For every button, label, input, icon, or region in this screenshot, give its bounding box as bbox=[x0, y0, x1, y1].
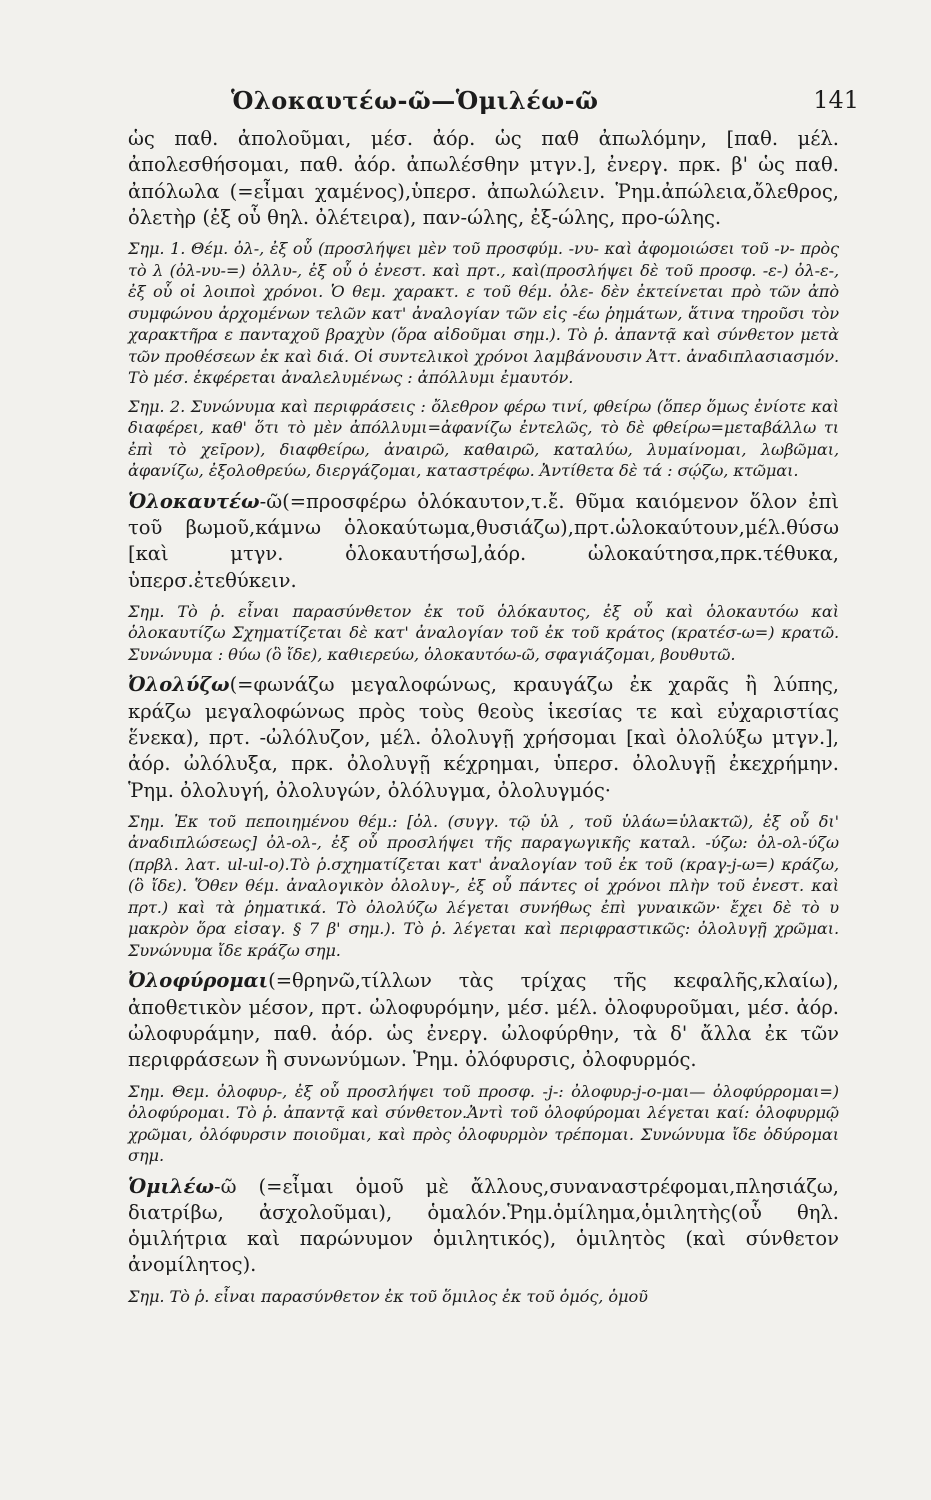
block-gap bbox=[128, 1167, 839, 1174]
note-text: Σημ. Ἐκ τοῦ πεποιημένου θέμ.: [ὀλ. (συγγ. τῷ ὑλ , τοῦ ὑλάω=ὑλακτῶ), ἐξ οὗ δι' ἀναδιπλώσεως] ὀλ-ολ-, ἐξ οὗ προσλήψει τῆς παραγωγικῆς καταλ. -ύζω: ὀλ-ολ-ύζω (πρβλ. λατ. ul-ul-o).Τὸ ῥ.σχηματίζεται κατ' ἀναλογίαν τοῦ ἐκ τοῦ (κραγ-j-ω=) κράζω, (ὃ ἴδε). Ὅθεν θέμ. ἀναλογικὸν ὀλολυγ-, ἐξ οὗ πάντες οἱ χρόνοι πλὴν τοῦ ἐνεστ. καὶ πρτ.) καὶ τὰ ῥηματικά. Τὸ ὀλολύζω λέγεται συνήθως ἐπὶ γυναικῶν· ἔχει δὲ τὸ υ μακρὸν ὅρα εἰσαγ. § 7 β' σημ.). Τὸ ῥ. λέγεται καὶ περιφραστικῶς: ὀλολυγῇ χρῶμαι. Συνώνυμα ἴδε κράζω σημ. bbox=[128, 811, 839, 960]
block-gap bbox=[128, 961, 839, 968]
note-text: Σημ. Τὸ ῥ. εἶναι παρασύνθετον ἐκ τοῦ ὅμιλος ἐκ τοῦ ὁμός, ὁμοῦ bbox=[128, 1286, 648, 1306]
running-head: Ὁλοκαυτέω-ῶ—Ὁμιλέω-ῶ bbox=[231, 86, 599, 115]
block-gap bbox=[128, 1279, 839, 1286]
page-header bbox=[128, 86, 859, 126]
dictionary-entry bbox=[128, 968, 839, 1073]
block-gap bbox=[128, 1074, 839, 1081]
page-content bbox=[128, 126, 839, 1314]
entry-note bbox=[128, 1081, 839, 1167]
dictionary-entry bbox=[128, 489, 839, 594]
page-number: 141 bbox=[813, 86, 859, 114]
entry-text: -ῶ(=προσφέρω ὁλόκαυτον,τ.ἔ. θῦμα καιόμενον ὅλον ἐπὶ τοῦ βωμοῦ,κάμνω ὁλοκαύτωμα,θυσιάζω),πρτ.ὡλοκαύτουν,μέλ.θύσω [καὶ μτγν. ὁλοκαυτήσω],ἀόρ. ὡλοκαύτησα,πρκ.τέθυκα, ὑπερσ.ἐτεθύκειν. bbox=[128, 489, 839, 592]
entry-note bbox=[128, 601, 839, 666]
entry-note bbox=[128, 811, 839, 962]
block-gap bbox=[128, 389, 839, 396]
entry-headword: Ὀλολύζω bbox=[128, 673, 230, 697]
entry-headword: Ὁμιλέω bbox=[128, 1174, 215, 1198]
block-gap bbox=[128, 594, 839, 601]
entry-note bbox=[128, 1286, 839, 1308]
dictionary-entry bbox=[128, 126, 839, 231]
note-text: Σημ. 1. Θέμ. ὀλ-, ἐξ οὗ (προσλήψει μὲν τοῦ προσφύμ. -νυ- καὶ ἀφομοιώσει τοῦ -ν- πρὸς τὸ λ (ὀλ-νυ-=) ὀλλυ-, ἐξ οὗ ὁ ἐνεστ. καὶ πρτ., καὶ(προσλήψει δὲ τοῦ προσφ. -ε-) ὀλ-ε-, ἐξ οὗ οἱ λοιποὶ χρόνοι. Ὁ θεμ. χαρακτ. ε τοῦ θέμ. ὀλε- δὲν ἐκτείνεται πρὸ τῶν ἀπὸ συμφώνου ἀρχομένων τελῶν κατ' ἀναλογίαν τῶν εἰς -έω ῥημάτων, ἅτινα τηροῦσι τὸν χαρακτῆρα ε πανταχοῦ βραχὺν (ὅρα αἰδοῦμαι σημ.). Τὸ ῥ. ἀπαντᾷ καὶ σύνθετον μετὰ τῶν προθέσεων ἐκ καὶ διά. Οἱ συντελικοὶ χρόνοι λαμβάνουσιν Ἀττ. ἀναδιπλασιασμόν. Τὸ μέσ. ἐκφέρεται ἀναλελυμένως : ἀπόλλυμι ἐμαυτόν. bbox=[128, 239, 839, 388]
note-text: Σημ. 2. Συνώνυμα καὶ περιφράσεις : ὄλεθρον φέρω τινί, φθείρω (ὅπερ ὅμως ἐνίοτε καὶ διαφέρει, καθ' ὅτι τὸ μὲν ἀπόλλυμι=ἀφανίζω ἐντελῶς, τὸ δὲ φθείρω=μεταβάλλω τι ἐπὶ τὸ χεῖρον), διαφθείρω, ἀναιρῶ, καθαιρῶ, καταλύω, λυμαίνομαι, λωβῶμαι, ἀφανίζω, ἐξολοθρεύω, διεργάζομαι, καταστρέφω. Ἀντίθετα δὲ τά : σῴζω, κτῶμαι. bbox=[128, 396, 839, 481]
block-gap bbox=[128, 665, 839, 672]
entry-note bbox=[128, 238, 839, 389]
entry-headword: Ὁλοκαυτέω bbox=[128, 489, 260, 513]
note-text: Σημ. Θεμ. ὀλοφυρ-, ἐξ οὗ προσλήψει τοῦ προσφ. -j-: ὀλοφυρ-j-ο-μαι— ὀλοφύρρομαι=) ὀλοφύρομαι. Τὸ ῥ. ἀπαντᾷ καὶ σύνθετον.Ἀντὶ τοῦ ὀλοφύρομαι λέγεται καί: ὀλοφυρμῷ χρῶμαι, ὀλόφυρσιν ποιοῦμαι, καὶ πρὸς ὀλοφυρμὸν τρέπομαι. Συνώνυμα ἴδε ὀδύρομαι σημ. bbox=[128, 1081, 839, 1166]
entry-text: (=θρηνῶ,τίλλων τὰς τρίχας τῆς κεφαλῆς,κλαίω), ἀποθετικὸν μέσον, πρτ. ὠλοφυρόμην, μέσ. μέλ. ὀλοφυροῦμαι, μέσ. ἀόρ. ὠλοφυράμην, παθ. ἀόρ. ὡς ἐνεργ. ὠλοφύρθην, τὰ δ' ἄλλα ἐκ τῶν περιφράσεων ἢ συνωνύμων. Ῥημ. ὀλόφυρσις, ὀλοφυρμός. bbox=[128, 969, 839, 1072]
dictionary-entry bbox=[128, 1174, 839, 1279]
entry-text: (=φωνάζω μεγαλοφώνως, κραυγάζω ἐκ χαρᾶς ἢ λύπης, κράζω μεγαλοφώνως πρὸς τοὺς θεοὺς ἱκεσίας τε καὶ εὐχαριστίας ἕνεκα), πρτ. -ὠλόλυζον, μέλ. ὀλολυγῇ χρήσομαι [καὶ ὀλολύξω μτγν.], ἀόρ. ὠλόλυξα, πρκ. ὀλολυγῇ κέχρημαι, ὑπερσ. ὀλολυγῇ ἐκεχρήμην. Ῥημ. ὀλολυγή, ὀλολυγών, ὀλόλυγμα, ὀλολυγμός· bbox=[128, 673, 839, 802]
block-gap bbox=[128, 482, 839, 489]
entry-headword: Ὀλοφύρομαι bbox=[128, 969, 269, 993]
entry-text: ὡς παθ. ἀπολοῦμαι, μέσ. ἀόρ. ὡς παθ ἀπωλόμην, [παθ. μέλ. ἀπολεσθήσομαι, παθ. ἀόρ. ἀπωλέσθην μτγν.], ἐνεργ. πρκ. β' ὡς παθ. ἀπόλωλα (=εἶμαι χαμένος),ὑπερσ. ἀπωλώλειν. Ῥημ.ἀπώλεια,ὄλεθρος, ὀλετὴρ (ἐξ οὗ θηλ. ὀλέτειρα), παν-ώλης, ἐξ-ώλης, προ-ώλης. bbox=[128, 127, 839, 229]
entry-text: -ῶ (=εἶμαι ὁμοῦ μὲ ἄλλους,συναναστρέφομαι,πλησιάζω, διατρίβω, ἀσχολοῦμαι), ὁμαλόν.Ῥημ.ὁμίλημα,ὁμιλητὴς(οὗ θηλ. ὁμιλήτρια καὶ παρώνυμον ὁμιλητικός), ὁμιλητὸς (καὶ σύνθετον ἀνομίλητος). bbox=[128, 1174, 839, 1277]
block-gap bbox=[128, 1307, 839, 1314]
block-gap bbox=[128, 231, 839, 238]
dictionary-entry bbox=[128, 672, 839, 803]
note-text: Σημ. Τὸ ῥ. εἶναι παρασύνθετον ἐκ τοῦ ὁλόκαυτος, ἐξ οὗ καὶ ὁλοκαυτόω καὶ ὁλοκαυτίζω Σχηματίζεται δὲ κατ' ἀναλογίαν τοῦ ἐκ τοῦ κράτος (κρατέσ-ω=) κρατῶ. Συνώνυμα : θύω (ὃ ἴδε), καθιερεύω, ὁλοκαυτόω-ῶ, σφαγιάζομαι, βουθυτῶ. bbox=[128, 601, 839, 664]
block-gap bbox=[128, 804, 839, 811]
entry-note bbox=[128, 396, 839, 482]
